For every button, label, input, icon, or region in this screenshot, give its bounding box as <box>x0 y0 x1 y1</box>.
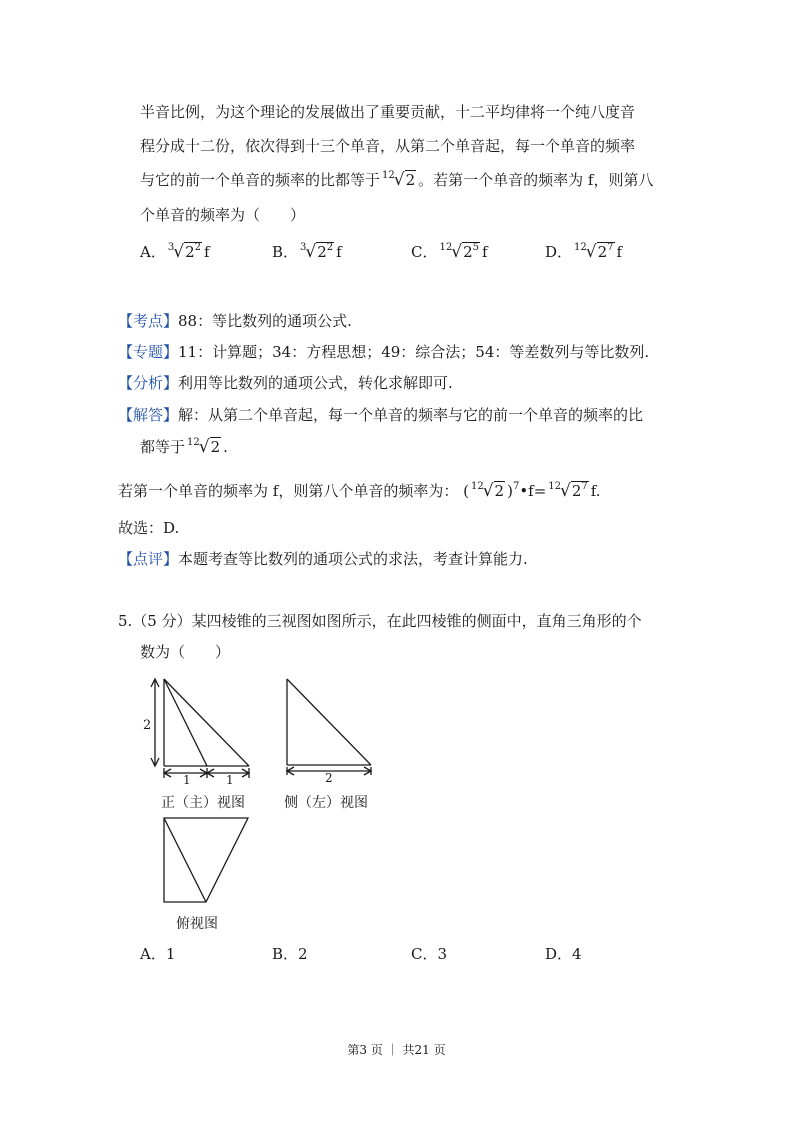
jieda-line-3: 若第一个单音的频率为 f，则第八个单音的频率为： ( $^{12}$√2 )$^7$•f= $^{12}√2^7$ f. <box>118 481 601 501</box>
dim-side-label: 2 <box>325 771 333 785</box>
problem5-line-1: 5.（5 分）某四棱锥的三视图如图所示，在此四棱锥的侧面中，直角三角形的个 <box>118 612 642 630</box>
guxuan-line: 故选：D. <box>118 519 180 537</box>
problem4-option-d: D． $^{12}√2^7$ f <box>545 242 623 262</box>
problem5-option-d: D．4 <box>545 945 582 963</box>
zhuanti-line: 【专题】11：计算题；34：方程思想；49：综合法；54：等差数列与等比数列. <box>118 343 650 361</box>
jieda-line-2: 都等于 $^{12}$√2 . <box>140 437 228 457</box>
side-view-caption: 侧（左）视图 <box>284 795 368 811</box>
fenxi-line: 【分析】利用等比数列的通项公式，转化求解即可. <box>118 374 453 392</box>
kaodian-tag: 【考点】 <box>118 312 179 330</box>
kaodian-line: 【考点】88：等比数列的通项公式. <box>118 312 352 330</box>
top-view-drawing <box>164 818 248 902</box>
problem4-option-b: B． $^3√2^2$ f <box>272 242 342 262</box>
problem4-line-4: 个单音的频率为（ ） <box>140 206 306 224</box>
front-view-caption: 正（主）视图 <box>161 795 245 811</box>
problem4-option-c: C． $^{12}√2^5$ f <box>411 242 488 262</box>
fenxi-tag: 【分析】 <box>118 374 179 392</box>
problem4-line-2: 程分成十二份，依次得到十三个单音，从第二个单音起，每一个单音的频率 <box>140 137 636 155</box>
dim-height-label: 2 <box>143 718 152 733</box>
twelfth-root-of-two: $^{12}$√2 <box>382 170 416 190</box>
top-view-caption: 俯视图 <box>176 916 218 932</box>
problem4-line-3-text: 与它的前一个单音的频率的比都等于 <box>140 171 381 189</box>
problem4-line-3-tail: 。若第一个单音的频率为 f，则第八 <box>418 171 654 189</box>
dianping-tag: 【点评】 <box>118 550 179 568</box>
problem5-option-c: C．3 <box>411 945 448 963</box>
zhuanti-tag: 【专题】 <box>118 343 179 361</box>
side-view-drawing <box>287 679 371 775</box>
dianping-line: 【点评】本题考查等比数列的通项公式的求法，考查计算能力. <box>118 550 528 568</box>
problem5-option-b: B．2 <box>272 945 308 963</box>
problem4-line-1: 半音比例，为这个理论的发展做出了重要贡献，十二平均律将一个纯八度音 <box>140 103 636 121</box>
dim-front-a-label: 1 <box>183 773 191 787</box>
page-footer: 第3 页 ｜ 共21 页 <box>347 1043 446 1057</box>
jieda-line-1: 【解答】解：从第二个单音起，每一个单音的频率与它的前一个单音的频率的比 <box>118 406 644 424</box>
jieda-tag: 【解答】 <box>118 406 179 424</box>
problem5-option-a: A．1 <box>140 945 176 963</box>
problem4-option-a: A． $^3√2^2$ f <box>140 242 210 262</box>
front-view-drawing <box>151 679 249 778</box>
problem5-line-2: 数为（ ） <box>140 643 231 661</box>
dim-front-b-label: 1 <box>226 773 234 787</box>
